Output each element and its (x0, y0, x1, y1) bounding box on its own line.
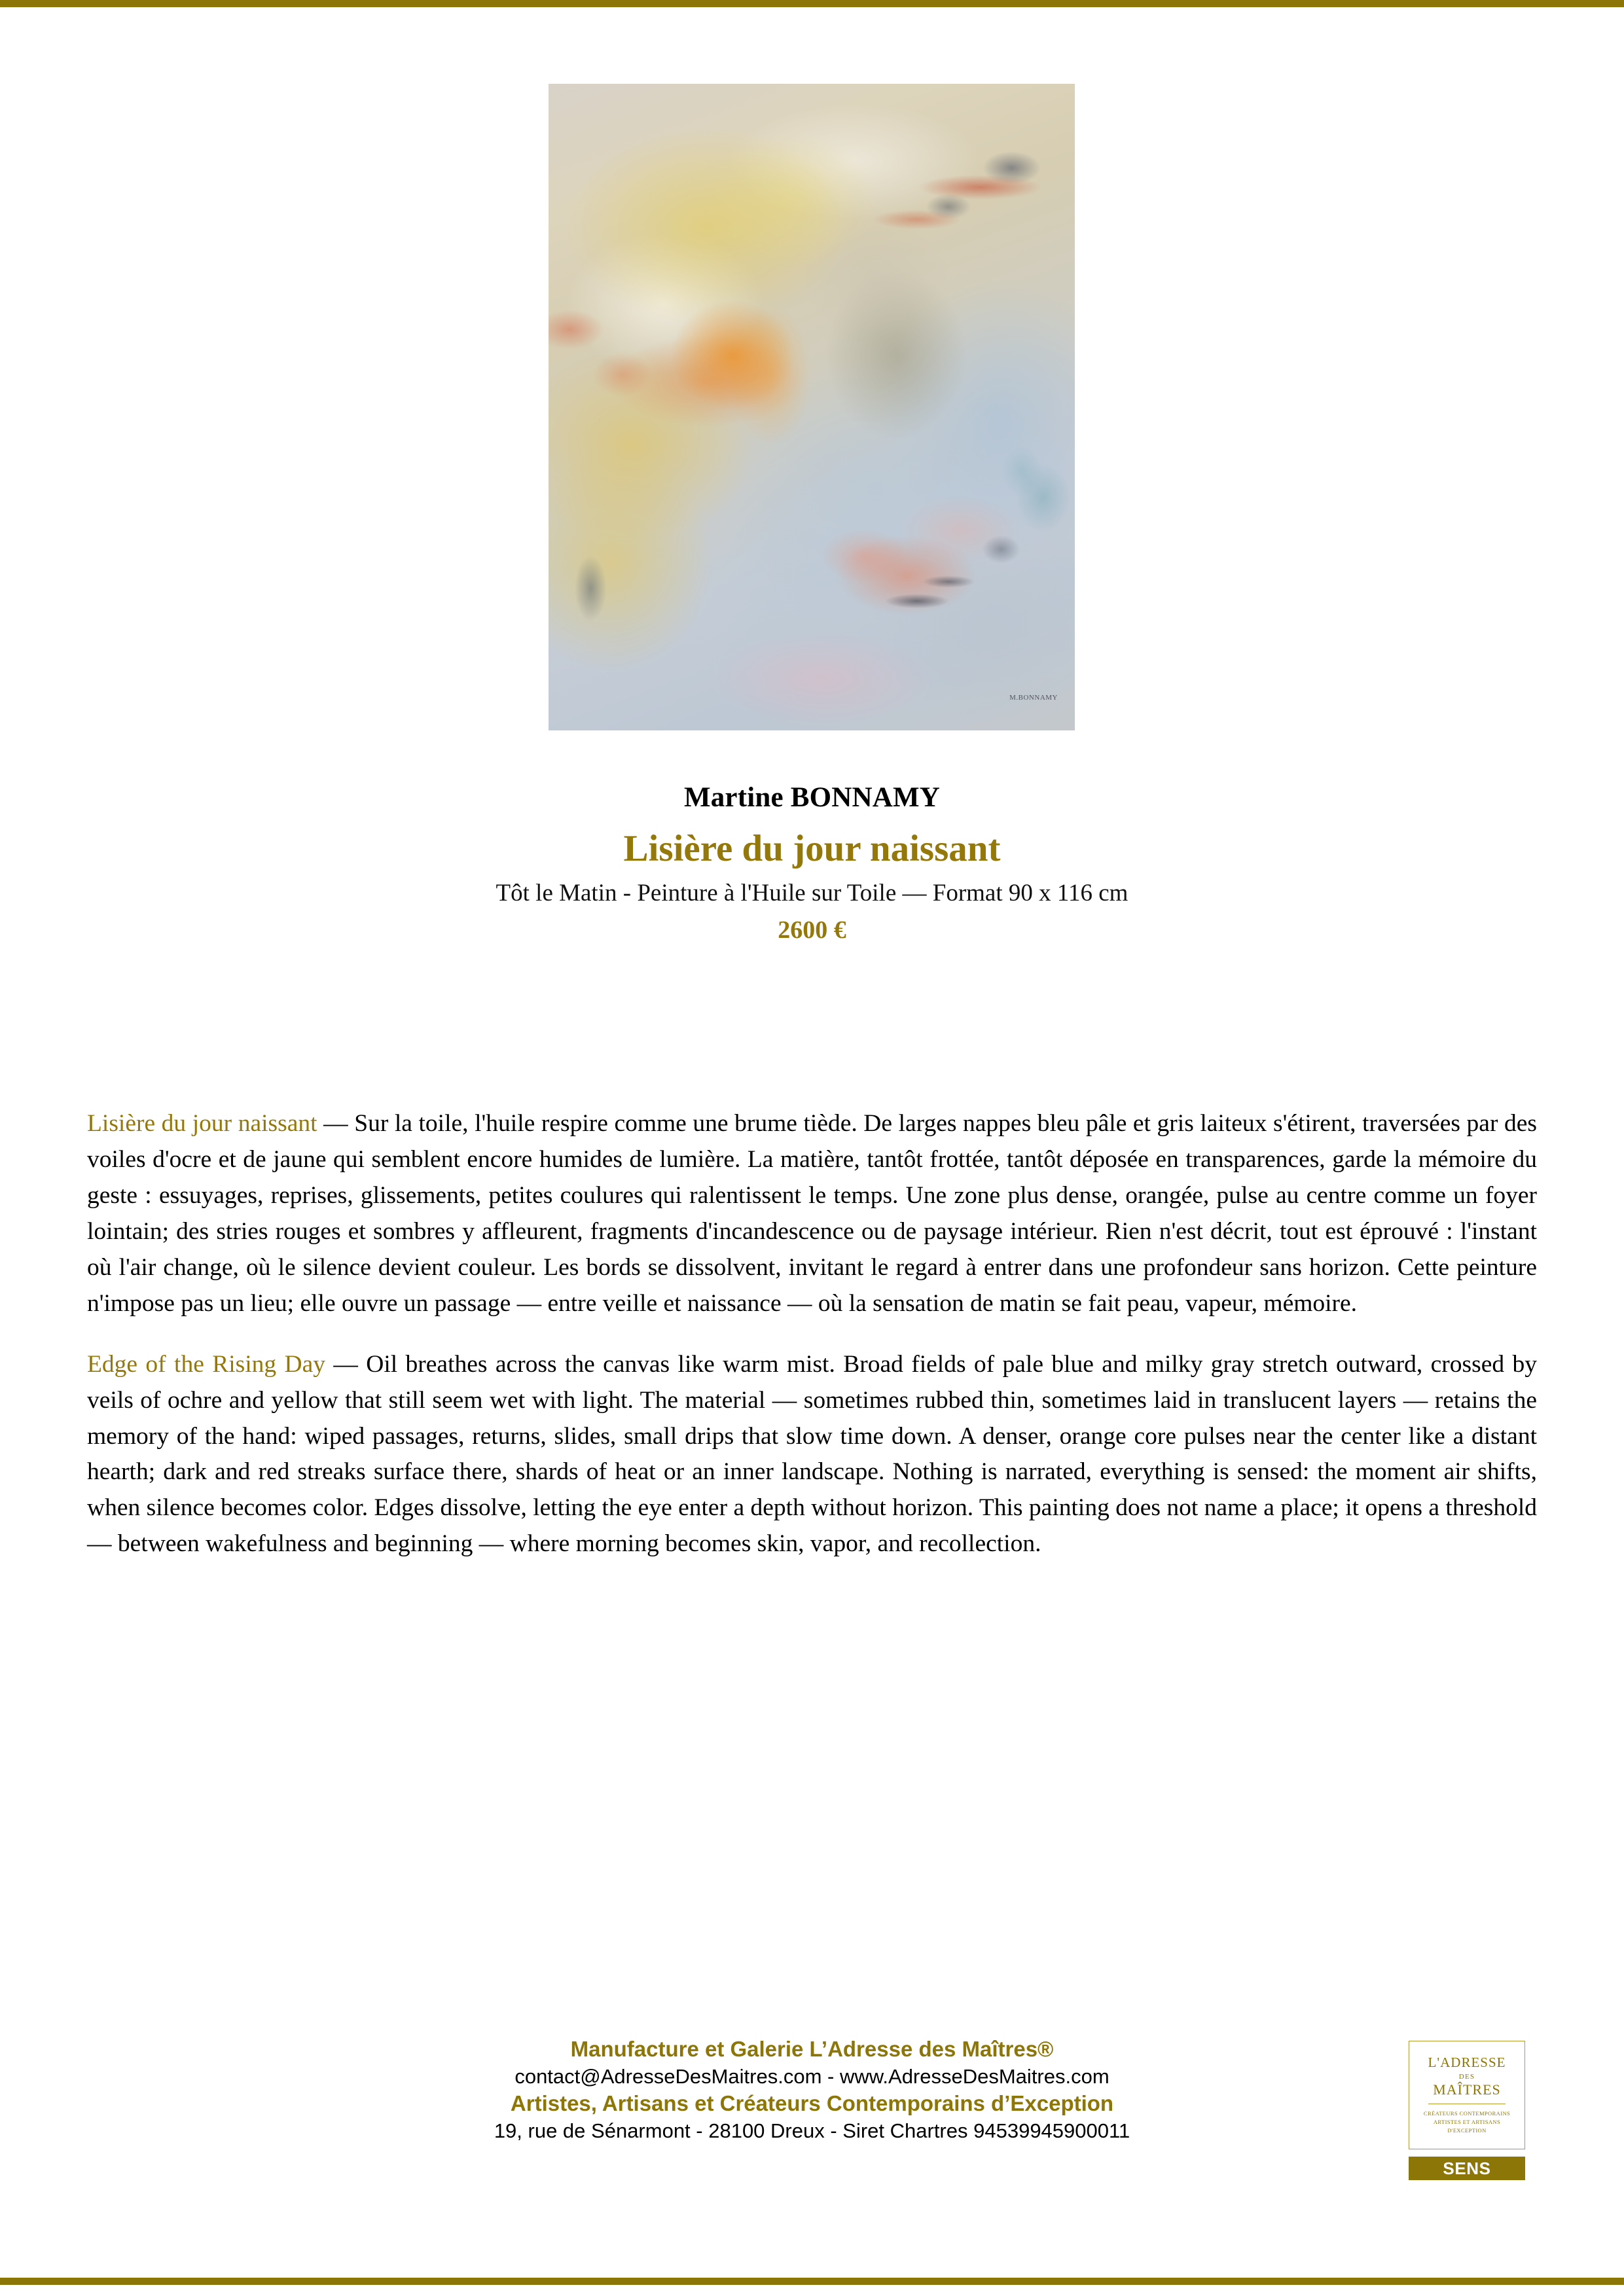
logo-line-maitres: MAÎTRES (1433, 2081, 1501, 2098)
logo-subline-2: ARTISTES ET ARTISANS (1433, 2119, 1501, 2126)
artwork-subtitle: Tôt le Matin - Peinture à l'Huile sur Toile — Format 90 x 116 cm (496, 879, 1128, 906)
logo-line-adresse: L'ADRESSE (1428, 2054, 1506, 2070)
description-lead-fr: Lisière du jour naissant (87, 1110, 317, 1137)
footer-tagline: Artistes, Artisans et Créateurs Contemporains d’Exception (510, 2091, 1114, 2116)
brand-logo (1409, 2041, 1540, 2180)
description-paragraph-fr (87, 1106, 1537, 1322)
footer (0, 2036, 1624, 2144)
top-gold-rule (0, 0, 1624, 7)
artwork-signature: M.BONNAMY (1009, 694, 1058, 702)
sens-badge: SENS (1409, 2157, 1525, 2180)
bottom-gold-rule (0, 2278, 1624, 2285)
title-block (0, 781, 1624, 946)
logo-line-des: DES (1458, 2072, 1475, 2081)
artist-name: Martine BONNAMY (683, 782, 941, 813)
description-body-en: — Oil breathes across the canvas like warm mist. Broad fields of pale blue and milky gray stretch outward, crossed by veils of ochre and yellow that still seem wet with light. The material — sometimes rubbed thin, sometimes laid in translucent layers — retains the memory of the hand: wiped passages, returns, slides, small drips that slow time down. A denser, orange core pulses near the center like a distant hearth; dark and red streaks surface there, shards of heat or an inner landscape. Nothing is narrated, everything is sensed: the moment air shifts, when silence becomes color. Edges dissolve, letting the eye enter a depth without horizon. This painting does not name a place; it opens a threshold — between wakefulness and beginning — where morning becomes skin, vapor, and recollection. (87, 1350, 1537, 1558)
artwork-title: Lisière du jour naissant (623, 827, 1001, 869)
artwork-price: 2600 € (778, 916, 846, 944)
logo-subline-1: CRÉATEURS CONTEMPORAINS (1423, 2109, 1511, 2117)
artwork-canvas (549, 84, 1075, 730)
description-lead-en: Edge of the Rising Day (87, 1350, 326, 1378)
footer-company: Manufacture et Galerie L’Adresse des Maîtres® (570, 2037, 1054, 2061)
description-paragraph-en (87, 1347, 1537, 1563)
logo-card (1409, 2041, 1525, 2149)
artwork-image (549, 84, 1075, 730)
logo-subline-3: D'EXCEPTION (1447, 2127, 1487, 2134)
description-body-fr: — Sur la toile, l'huile respire comme une brume tiède. De larges nappes bleu pâle et gris laiteux s'étirent, traversées par des voiles d'ocre et de jaune qui semblent encore humides de lumière. La matière, tantôt frottée, tantôt déposée en transparences, garde la mémoire du geste : essuyages, reprises, glissements, petites coulures qui ralentissent le temps. Une zone plus dense, orangée, pulse au centre comme un foyer lointain; des stries rouges et sombres y affleurent, fragments d'incandescence ou de paysage intérieur. Rien n'est décrit, tout est éprouvé : l'instant où l'air change, où le silence devient couleur. Les bords se dissolvent, invitant le regard à entrer dans une profondeur sans horizon. Cette peinture n'impose pas un lieu; elle ouvre un passage — entre veille et naissance — où la sensation de matin se fait peau, vapeur, mémoire. (87, 1110, 1537, 1317)
footer-contact[interactable]: contact@AdresseDesMaitres.com - www.AdresseDesMaitres.com (514, 2064, 1110, 2088)
footer-address: 19, rue de Sénarmont - 28100 Dreux - Siret Chartres 94539945900011 (494, 2119, 1130, 2143)
description-section (87, 1106, 1537, 1562)
